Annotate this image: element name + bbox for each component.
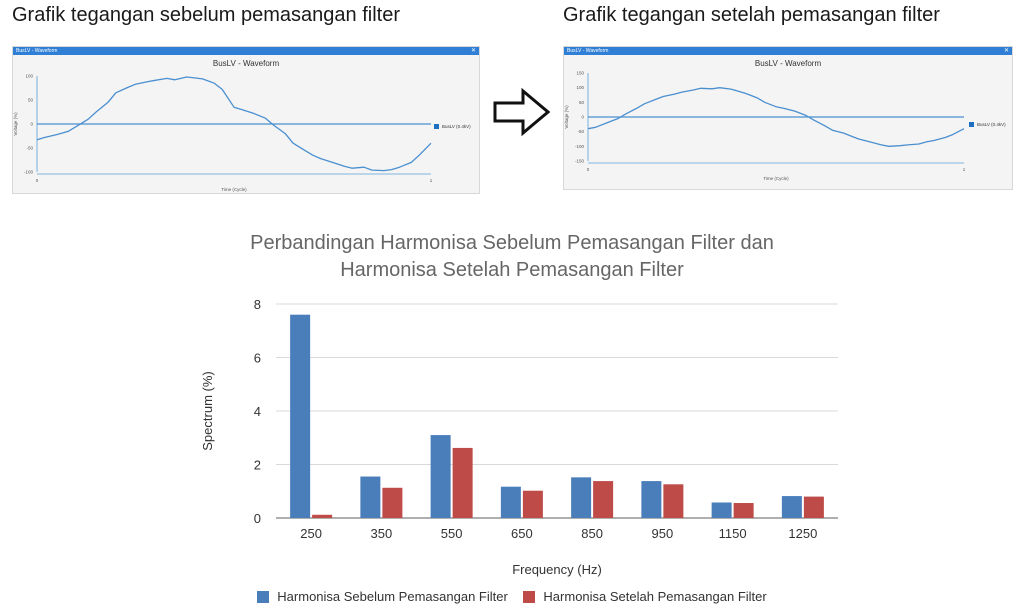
bar-chart-title-line-2: Harmonisa Setelah Pemasangan Filter bbox=[340, 259, 684, 281]
window-title-bar bbox=[13, 47, 479, 55]
y-tick-label: 100 bbox=[576, 85, 584, 91]
y-tick-label: -150 bbox=[574, 158, 584, 164]
bar-before bbox=[501, 487, 521, 518]
legend-label: BusLV (0.4kV) bbox=[442, 124, 471, 129]
x-axis-label: Time (Cycle) bbox=[763, 176, 789, 181]
x-tick-label: 650 bbox=[511, 526, 533, 541]
legend-swatch bbox=[434, 124, 439, 129]
y-tick-label: 4 bbox=[253, 404, 261, 419]
x-tick-label: 1 bbox=[962, 167, 966, 172]
waveform-title: BusLV - Waveform bbox=[754, 59, 822, 68]
y-axis-label: Spectrum (%) bbox=[200, 371, 215, 451]
bar-after bbox=[593, 481, 613, 518]
y-tick-label: 2 bbox=[253, 457, 261, 473]
x-tick-label: 0 bbox=[586, 167, 590, 172]
y-tick-label: 6 bbox=[253, 350, 261, 366]
bar-after bbox=[453, 448, 473, 518]
window-title-bar bbox=[564, 47, 1012, 55]
y-axis-label: Voltage (%) bbox=[13, 112, 18, 136]
legend-label-before: Harmonisa Sebelum Pemasangan Filter bbox=[277, 589, 508, 604]
waveform-plot bbox=[564, 55, 1012, 189]
x-axis-label: Time (Cycle) bbox=[221, 187, 247, 192]
bar-chart-legend bbox=[0, 589, 1024, 604]
x-tick-label: 1150 bbox=[718, 526, 747, 541]
waveform-legend bbox=[434, 124, 471, 129]
x-tick-label: 1 bbox=[429, 178, 433, 183]
x-tick-label: 550 bbox=[440, 526, 463, 541]
waveform-plot bbox=[13, 55, 479, 193]
legend-swatch-after bbox=[523, 591, 535, 603]
x-tick-label: 250 bbox=[300, 526, 322, 541]
y-tick-label: 8 bbox=[253, 297, 261, 312]
legend-item-after bbox=[523, 589, 766, 604]
bar-chart-title bbox=[0, 230, 1024, 284]
y-tick-label: 0 bbox=[581, 114, 584, 120]
waveform-legend bbox=[969, 122, 1006, 127]
bar-before bbox=[782, 496, 802, 518]
y-tick-label: 50 bbox=[578, 99, 584, 105]
bar-after bbox=[382, 488, 402, 518]
y-tick-label: 50 bbox=[27, 97, 33, 103]
bar-before bbox=[641, 481, 661, 518]
y-tick-label: -50 bbox=[26, 145, 33, 151]
y-tick-label: -50 bbox=[577, 129, 584, 135]
x-axis-label: Frequency (Hz) bbox=[512, 562, 602, 577]
legend-label: BusLV (0.4kV) bbox=[977, 122, 1006, 127]
panel-heading-after: Grafik tegangan setelah pemasangan filter bbox=[563, 4, 940, 26]
y-tick-label: -100 bbox=[574, 143, 584, 149]
bar-after bbox=[523, 491, 543, 518]
bar-chart bbox=[0, 285, 1024, 585]
waveform-window-before bbox=[12, 46, 480, 194]
window-title: BusLV - Waveform bbox=[16, 48, 58, 54]
x-tick-label: 1250 bbox=[788, 526, 818, 541]
y-tick-label: -100 bbox=[23, 169, 33, 175]
legend-swatch-before bbox=[257, 591, 269, 603]
bar-before bbox=[571, 477, 591, 518]
panel-heading-before: Grafik tegangan sebelum pemasangan filter bbox=[12, 4, 401, 26]
x-tick-label: 350 bbox=[370, 526, 393, 541]
x-tick-label: 850 bbox=[581, 526, 603, 541]
bar-chart-title-line-1: Perbandingan Harmonisa Sebelum Pemasangan Filter dan bbox=[250, 232, 774, 254]
bar-before bbox=[360, 477, 380, 518]
window-title: BusLV - Waveform bbox=[567, 48, 609, 54]
waveform-title: BusLV - Waveform bbox=[212, 59, 280, 68]
y-tick-label: 0 bbox=[253, 511, 261, 526]
y-tick-label: 0 bbox=[30, 121, 33, 127]
bar-before bbox=[431, 435, 451, 518]
bar-after bbox=[312, 515, 332, 518]
bar-before bbox=[290, 315, 310, 518]
legend-swatch bbox=[969, 122, 974, 127]
x-tick-label: 950 bbox=[651, 526, 674, 541]
y-axis-label: Voltage (%) bbox=[564, 105, 569, 129]
legend-item-before bbox=[257, 589, 508, 604]
bar-after bbox=[663, 484, 683, 518]
x-tick-label: 0 bbox=[35, 178, 39, 183]
bar-after bbox=[804, 497, 824, 518]
y-tick-label: 150 bbox=[576, 70, 584, 76]
close-icon[interactable]: ✕ bbox=[470, 48, 476, 54]
legend-label-after: Harmonisa Setelah Pemasangan Filter bbox=[543, 589, 767, 604]
y-tick-label: 100 bbox=[25, 73, 33, 79]
bar-before bbox=[712, 502, 732, 518]
waveform-window-after bbox=[563, 46, 1013, 190]
bar-after bbox=[734, 503, 754, 518]
close-icon[interactable]: ✕ bbox=[1003, 48, 1009, 54]
right-arrow-icon bbox=[493, 88, 553, 138]
